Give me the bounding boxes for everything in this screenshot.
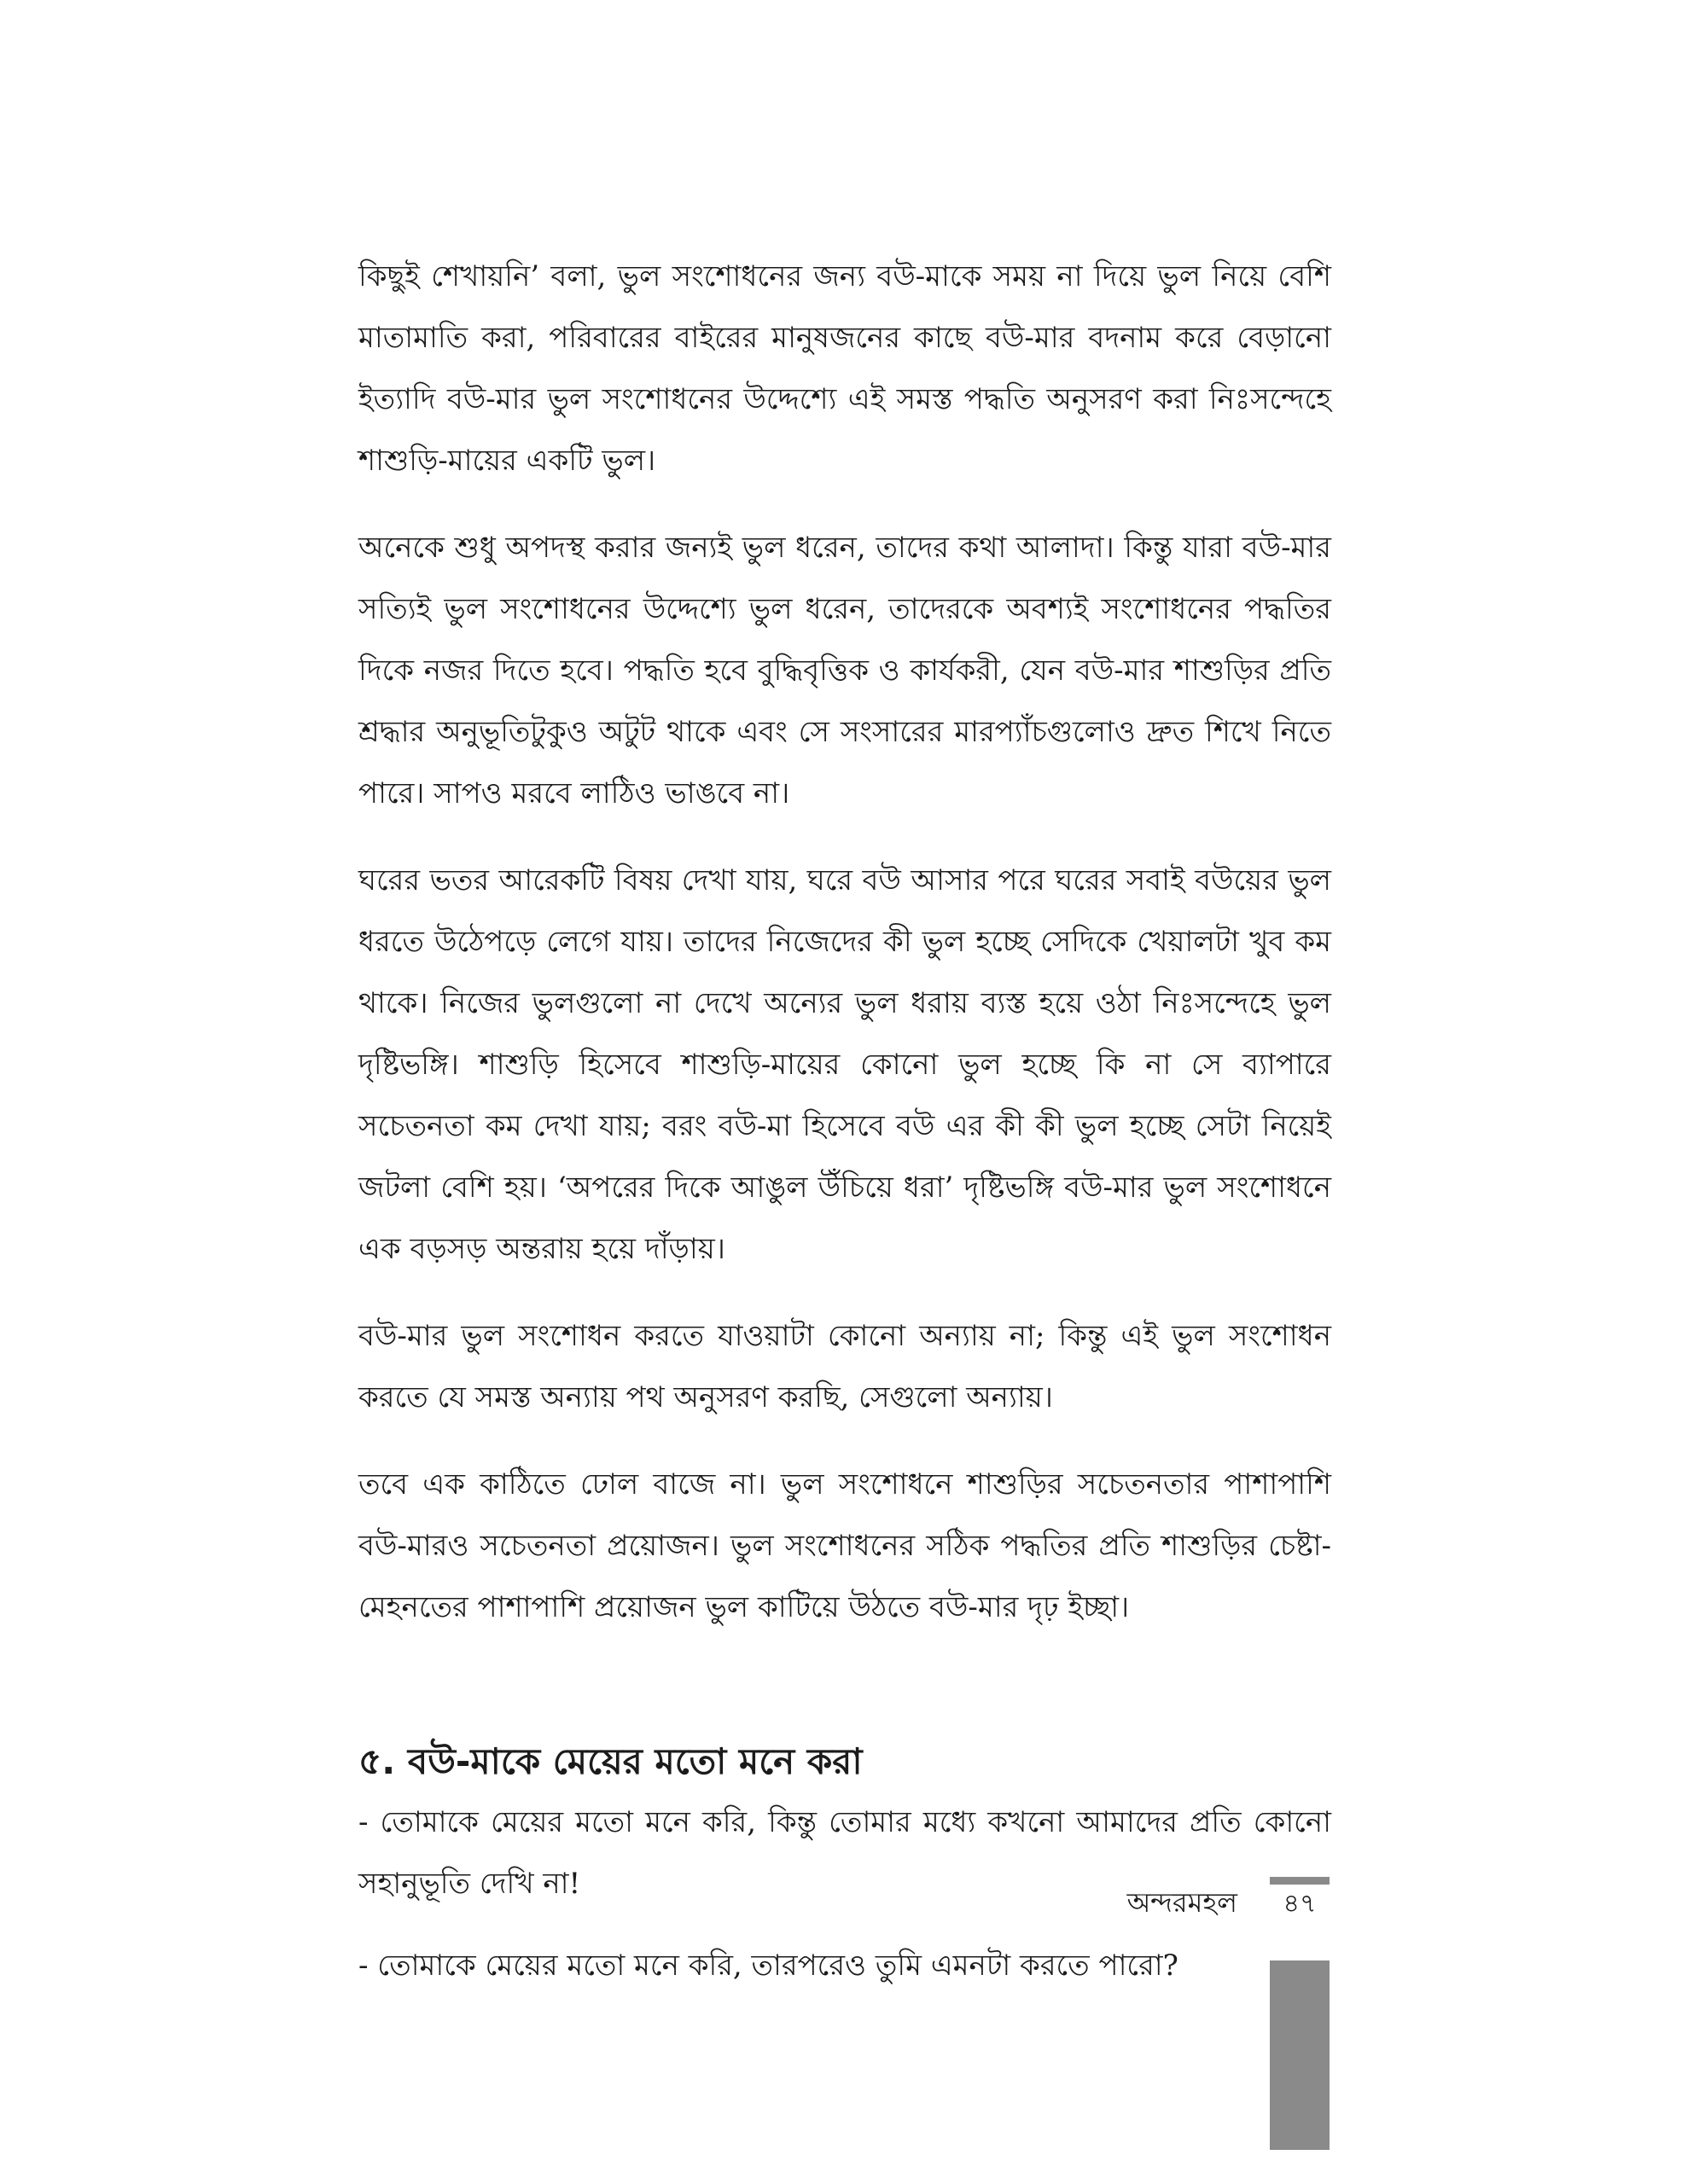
paragraph-1: কিছুই শেখায়নি’ বলা, ভুল সংশোধনের জন্য বউ-মাকে সময় না দিয়ে ভুল নিয়ে বেশি মাতামাতি করা, পরিবারের বাইরের মানুষজনের কাছে বউ-মার বদনাম করে বেড়ানো ইত্যাদি বউ-মার ভুল সংশোধনের উদ্দেশ্যে এই সমস্ত পদ্ধতি অনুসরণ করা নিঃসন্দেহে শাশুড়ি-মায়ের একটি ভুল। [358,259,1331,478]
paragraph-2: অনেকে শুধু অপদস্থ করার জন্যই ভুল ধরেন, তাদের কথা আলাদা। কিন্তু যারা বউ-মার সত্যিই ভুল সংশোধনের উদ্দেশ্যে ভুল ধরেন, তাদেরকে অবশ্যই সংশোধনের পদ্ধতির দিকে নজর দিতে হবে। পদ্ধতি হবে বুদ্ধিবৃত্তিক ও কার্যকরী, যেন বউ-মার শাশুড়ির প্রতি শ্রদ্ধার অনুভূতিটুকুও অটুট থাকে এবং সে সংসারের মারপ্যাঁচগুলোও দ্রুত শিখে নিতে পারে। সাপও মরবে লাঠিও ভাঙবে না। [358,531,1331,810]
body-text [358,246,1331,2017]
paragraph-3: ঘরের ভতর আরেকটি বিষয় দেখা যায়, ঘরে বউ আসার পরে ঘরের সবাই বউয়ের ভুল ধরতে উঠেপড়ে লেগে যায়। তাদের নিজেদের কী ভুল হচ্ছে সেদিকে খেয়ালটা খুব কম থাকে। নিজের ভুলগুলো না দেখে অন্যের ভুল ধরায় ব্যস্ত হয়ে ওঠা নিঃসন্দেহে ভুল দৃষ্টিভঙ্গি। শাশুড়ি হিসেবে শাশুড়ি-মায়ের কোনো ভুল হচ্ছে কি না সে ব্যাপারে সচেতনতা কম দেখা যায়; বরং বউ-মা হিসেবে বউ এর কী কী ভুল হচ্ছে সেটা নিয়েই জটলা বেশি হয়। ‘অপরের দিকে আঙুল উঁচিয়ে ধরা’ দৃষ্টিভঙ্গি বউ-মার ভুল সংশোধনে এক বড়সড় অন্তরায় হয়ে দাঁড়ায়। [358,863,1331,1266]
page-tab [1270,1877,1330,2150]
dialogue-line-2: - তোমাকে মেয়ের মতো মনে করি, তারপরেও তুমি এমনটা করতে পারো? [358,1949,1178,1983]
page-number: ৪৭ [1283,1889,1317,1919]
section-heading: ৫. বউ-মাকে মেয়ের মতো মনে করা [358,1740,863,1782]
running-footer-title: অন্দরমহল [1126,1886,1237,1919]
tab-bar [1270,1960,1330,2150]
paragraph-5: তবে এক কাঠিতে ঢোল বাজে না। ভুল সংশোধনে শাশুড়ির সচেতনতার পাশাপাশি বউ-মারও সচেতনতা প্রয়োজন। ভুল সংশোধনের সঠিক পদ্ধতির প্রতি শাশুড়ির চেষ্টা-মেহনতের পাশাপাশি প্রয়োজন ভুল কাটিয়ে উঠতে বউ-মার দৃঢ় ইচ্ছা। [358,1467,1331,1624]
tab-top-rule [1270,1877,1330,1885]
paragraph-4: বউ-মার ভুল সংশোধন করতে যাওয়াটা কোনো অন্যায় না; কিন্তু এই ভুল সংশোধন করতে যে সমস্ত অন্যায় পথ অনুসরণ করছি, সেগুলো অন্যায়। [358,1319,1331,1414]
dialogue-line-1: - তোমাকে মেয়ের মতো মনে করি, কিন্তু তোমার মধ্যে কখনো আমাদের প্রতি কোনো সহানুভূতি দেখি না! [358,1805,1331,1901]
